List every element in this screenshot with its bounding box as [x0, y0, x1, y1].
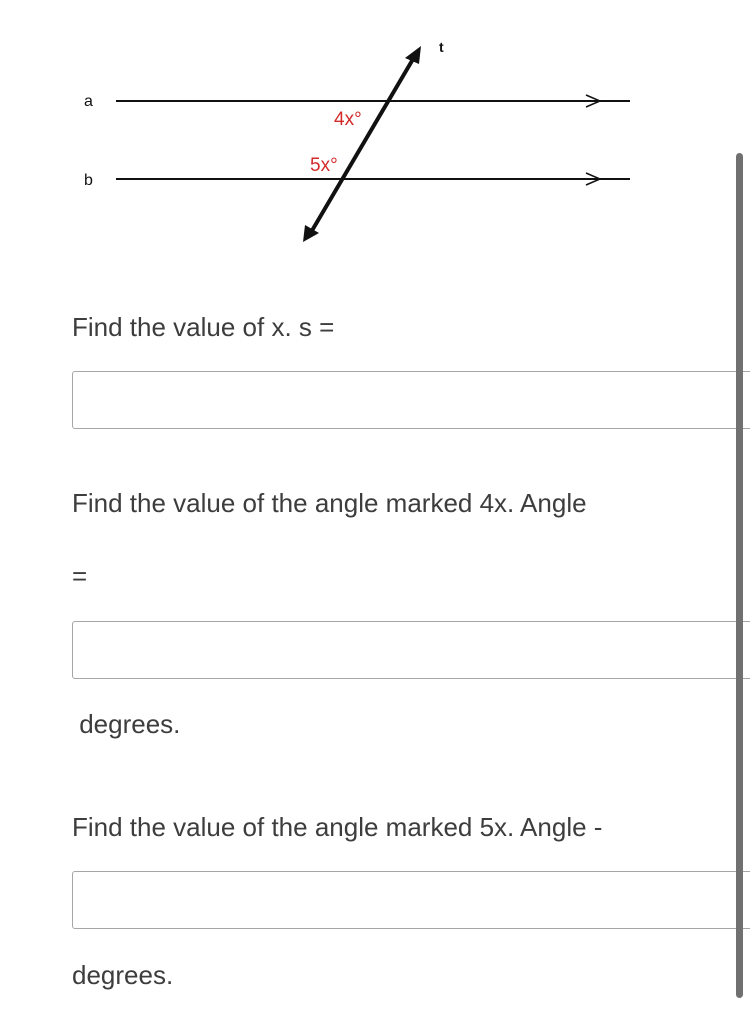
question-2-unit-label: degrees. [72, 709, 181, 739]
transversal-t [310, 54, 416, 234]
transversal-arrowhead-top [405, 46, 421, 64]
angle-4x-label: 4x° [334, 109, 362, 130]
line-a-label: a [84, 93, 93, 110]
angle-5x-label: 5x° [310, 155, 338, 176]
question-1-prompt: Find the value of x. s = [72, 312, 335, 342]
question-2-prompt: Find the value of the angle marked 4x. Angle [72, 488, 587, 518]
transversal-label: t [439, 39, 444, 55]
transversal-arrowhead-bottom [303, 225, 319, 242]
question-3-unit-label: degrees. [72, 960, 174, 990]
line-b-label: b [84, 172, 93, 189]
question-1-answer-input[interactable] [72, 371, 750, 429]
vertical-scrollbar[interactable] [736, 153, 743, 998]
parallel-lines-diagram [0, 0, 750, 260]
question-2-answer-input[interactable] [72, 621, 750, 679]
question-3-prompt: Find the value of the angle marked 5x. Angle - [72, 812, 603, 842]
question-2-prompt-equals: = [72, 561, 88, 591]
question-3-answer-input[interactable] [72, 871, 750, 929]
